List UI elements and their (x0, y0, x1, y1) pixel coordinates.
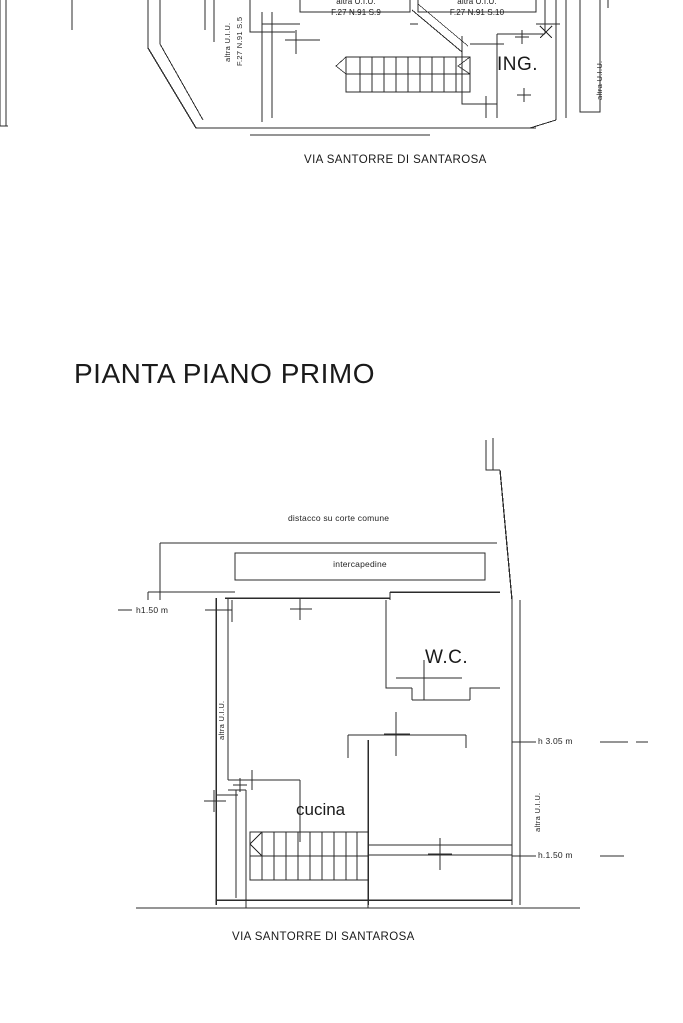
upper-unit-label-2-line2: F.27 N.91 S.10 (449, 8, 505, 17)
lower-neighbor-left-label: altra U.I.U. (217, 700, 226, 740)
height-right-lower-annotation: h.1.50 m (538, 850, 573, 860)
upper-unit-label-2-line1: altra U.I.U. (457, 0, 497, 6)
room-label-wc: W.C. (425, 647, 469, 668)
upper-street-label: VIA SANTORRE DI SANTAROSA (304, 154, 487, 166)
height-right-upper-annotation: h 3.05 m (538, 736, 573, 746)
courtyard-annotation: distacco su corte comune (288, 513, 390, 523)
room-label-cucina: cucina (296, 800, 346, 819)
upper-unit-label-0-line2: F.27 N.91 S.5 (235, 16, 244, 66)
lower-plan-geometry (118, 438, 648, 908)
plan-title: PIANTA PIANO PRIMO (74, 358, 375, 389)
height-left-annotation: h1.50 m (136, 605, 169, 615)
cavity-annotation: intercapedine (333, 559, 387, 569)
lower-street-label: VIA SANTORRE DI SANTAROSA (232, 931, 415, 943)
upper-unit-label-1-line2: F.27 N.91 S.9 (331, 8, 381, 17)
lower-neighbor-right-label: altra U.I.U. (533, 792, 542, 832)
entrance-label: ING. (497, 54, 539, 75)
lower-stair (250, 832, 368, 880)
upper-unit-label-1-line1: altra U.I.U. (336, 0, 376, 6)
upper-side-unit-label: altra U.I.U. (595, 60, 604, 100)
upper-unit-label-0-line1: altra U.I.U. (223, 22, 232, 62)
upper-stair (336, 4, 470, 92)
